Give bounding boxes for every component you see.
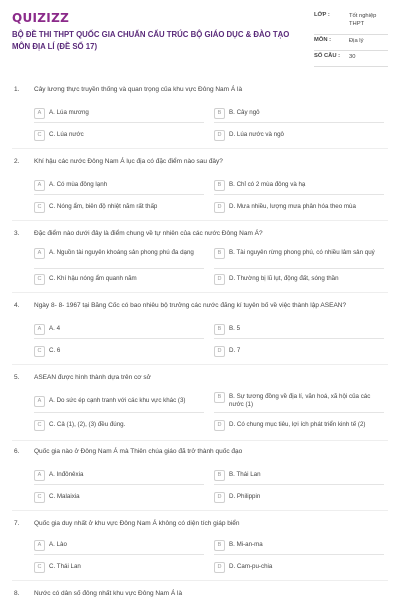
question-divider — [12, 440, 388, 441]
option-text: A. 4 — [49, 325, 61, 332]
option-text: D. Thường bị lũ lụt, động đất, sóng thần — [229, 275, 339, 282]
option-letter-box: B — [214, 248, 225, 259]
option-text: C. 6 — [49, 347, 61, 354]
option-text: B. 5 — [229, 325, 241, 332]
option-letter-box: C — [34, 202, 45, 213]
question-text: Nước có dân số đông nhất khu vực Đông Nam Á là — [34, 590, 183, 597]
option-text: B. Tài nguyên rừng phong phú, có nhiều lâm sản quý — [229, 249, 375, 256]
option-divider — [34, 484, 204, 485]
option-text: B. Thái Lan — [229, 471, 261, 478]
meta-divider — [314, 66, 388, 67]
question-text: Đặc điểm nào dưới đây là điểm chung về tự nhiên của các nước Đông Nam Á? — [34, 230, 263, 237]
question-divider — [12, 148, 388, 149]
option-a[interactable] — [34, 396, 198, 407]
option-b[interactable] — [214, 180, 378, 191]
meta-socau-label: SỐ CÂU : — [314, 53, 341, 59]
question-divider — [12, 364, 388, 365]
option-letter-box: C — [34, 562, 45, 573]
option-letter-box: A — [34, 396, 45, 407]
option-letter-box: B — [214, 180, 225, 191]
option-a[interactable] — [34, 324, 198, 335]
option-a[interactable] — [34, 470, 198, 481]
option-letter-box: B — [214, 324, 225, 335]
option-text: A. Do sức ép cạnh tranh với các khu vực khác (3) — [49, 397, 186, 404]
option-b[interactable] — [214, 324, 378, 335]
option-text: A. Lúa mương — [49, 109, 89, 116]
option-d[interactable] — [214, 346, 378, 357]
option-text: A. Inđônêxia — [49, 471, 84, 478]
option-a[interactable] — [34, 540, 198, 551]
option-b[interactable] — [214, 108, 378, 119]
quizizz-logo: QUIZIZZ — [12, 11, 70, 25]
option-text: A. Nguồn tài nguyên khoáng sản phong phú đa dạng — [49, 249, 194, 256]
question-divider — [12, 292, 388, 293]
question-number: 3. — [14, 230, 20, 237]
option-c[interactable] — [34, 202, 198, 213]
option-text: A. Có mùa đông lạnh — [49, 181, 108, 188]
meta-lop-value: Tốt nghiệp THPT — [349, 13, 377, 27]
option-c[interactable] — [34, 130, 198, 141]
option-divider — [214, 554, 384, 555]
option-letter-box: D — [214, 562, 225, 573]
option-text: C. Khí hậu nóng ẩm quanh năm — [49, 275, 137, 282]
option-letter-box: A — [34, 540, 45, 551]
question-divider — [12, 510, 388, 511]
meta-socau — [314, 53, 388, 67]
meta-divider — [314, 50, 388, 51]
option-text: C. Thái Lan — [49, 563, 81, 570]
option-c[interactable] — [34, 274, 198, 285]
meta-mon-value: Địa lý — [349, 38, 364, 44]
question-number: 8. — [14, 590, 20, 597]
option-divider — [34, 122, 204, 123]
option-a[interactable] — [34, 180, 198, 191]
option-letter-box: D — [214, 420, 225, 431]
option-divider — [34, 194, 204, 195]
option-letter-box: B — [214, 470, 225, 481]
option-letter-box: D — [214, 492, 225, 503]
option-b[interactable] — [214, 248, 378, 259]
question-text: ASEAN được hình thành dựa trên cơ sở — [34, 374, 151, 381]
option-divider — [214, 484, 384, 485]
option-d[interactable] — [214, 274, 378, 285]
option-divider — [34, 554, 204, 555]
option-divider — [214, 194, 384, 195]
option-text: D. Mưa nhiều, lượng mưa phân hóa theo mùa — [229, 203, 356, 210]
option-a[interactable] — [34, 108, 198, 119]
option-text: D. Có chung mục tiêu, lợi ích phát triển kinh tế (2) — [229, 421, 366, 428]
option-letter-box: C — [34, 130, 45, 141]
option-text: B. Sự tương đồng về địa lí, văn hoá, xã hội của các nước (1) — [229, 393, 371, 408]
option-b[interactable] — [214, 392, 378, 409]
option-divider — [214, 122, 384, 123]
question-text: Cây lương thực truyền thống và quan trọng của khu vực Đông Nam Á là — [34, 86, 243, 93]
option-text: A. Lào — [49, 541, 67, 548]
question-divider — [12, 220, 388, 221]
meta-socau-value: 30 — [349, 54, 356, 60]
option-c[interactable] — [34, 420, 198, 431]
option-d[interactable] — [214, 202, 378, 213]
question-divider — [12, 580, 388, 581]
option-divider — [214, 268, 384, 269]
question-number: 5. — [14, 374, 20, 381]
question-number: 7. — [14, 520, 20, 527]
option-d[interactable] — [214, 492, 378, 503]
header — [0, 0, 400, 80]
option-c[interactable] — [34, 492, 198, 503]
question-text: Ngày 8- 8- 1967 tại Băng Cốc có bao nhiêu bộ trưởng các nước đăng kí tuyên bố về việc thành lập ASEAN? — [34, 302, 347, 309]
option-text: D. 7 — [229, 347, 241, 354]
option-letter-box: C — [34, 346, 45, 357]
option-text: D. Philippin — [229, 493, 261, 500]
option-text: D. Lúa nước và ngô — [229, 131, 284, 138]
option-text: D. Cam-pu-chia — [229, 563, 273, 570]
option-letter-box: A — [34, 108, 45, 119]
option-text: C. Cả (1), (2), (3) đều đúng. — [49, 421, 126, 428]
option-b[interactable] — [214, 540, 378, 551]
option-text: B. Chỉ có 2 mùa đông và hạ — [229, 181, 306, 188]
option-letter-box: B — [214, 108, 225, 119]
option-text: B. Cây ngô — [229, 109, 260, 116]
meta-divider — [314, 34, 388, 35]
option-divider — [34, 338, 204, 339]
page-title: BỘ ĐỀ THI THPT QUỐC GIA CHUẨN CẤU TRÚC BỘ GIÁO DỤC & ĐÀO TẠO MÔN ĐỊA LÍ (ĐỀ SỐ 17) — [12, 30, 290, 51]
option-letter-box: C — [34, 420, 45, 431]
option-letter-box: A — [34, 324, 45, 335]
question-text: Quốc gia duy nhất ở khu vực Đông Nam Á không có diện tích giáp biển — [34, 520, 240, 527]
option-text: C. Malaixia — [49, 493, 80, 500]
option-text: C. Nóng ẩm, biên độ nhiệt năm rất thấp — [49, 203, 158, 210]
option-text: C. Lúa nước — [49, 131, 84, 138]
question-number: 1. — [14, 86, 20, 93]
question-text: Quốc gia nào ở Đông Nam Á mà Thiên chúa giáo đã trở thành quốc đạo — [34, 448, 243, 455]
option-d[interactable] — [214, 130, 378, 141]
option-letter-box: A — [34, 248, 45, 259]
option-divider — [34, 412, 204, 413]
option-d[interactable] — [214, 420, 378, 431]
option-a[interactable] — [34, 248, 198, 259]
option-letter-box: D — [214, 274, 225, 285]
option-c[interactable] — [34, 346, 198, 357]
option-letter-box: A — [34, 470, 45, 481]
option-b[interactable] — [214, 470, 378, 481]
option-divider — [214, 338, 384, 339]
option-letter-box: B — [214, 392, 225, 403]
option-text: B. Mi-an-ma — [229, 541, 263, 548]
option-letter-box: B — [214, 540, 225, 551]
option-c[interactable] — [34, 562, 198, 573]
option-letter-box: C — [34, 274, 45, 285]
option-letter-box: D — [214, 202, 225, 213]
option-letter-box: D — [214, 346, 225, 357]
meta-lop-label: LỚP : — [314, 12, 330, 18]
option-d[interactable] — [214, 562, 378, 573]
meta-mon-label: MÔN : — [314, 37, 332, 43]
option-letter-box: A — [34, 180, 45, 191]
question-text: Khí hậu các nước Đông Nam Á lục địa có đặc điểm nào sau đây? — [34, 158, 223, 165]
meta-panel — [314, 12, 388, 67]
option-divider — [214, 412, 384, 413]
question-number: 4. — [14, 302, 20, 309]
question-number: 6. — [14, 448, 20, 455]
option-letter-box: D — [214, 130, 225, 141]
option-letter-box: C — [34, 492, 45, 503]
option-divider — [34, 268, 204, 269]
question-number: 2. — [14, 158, 20, 165]
